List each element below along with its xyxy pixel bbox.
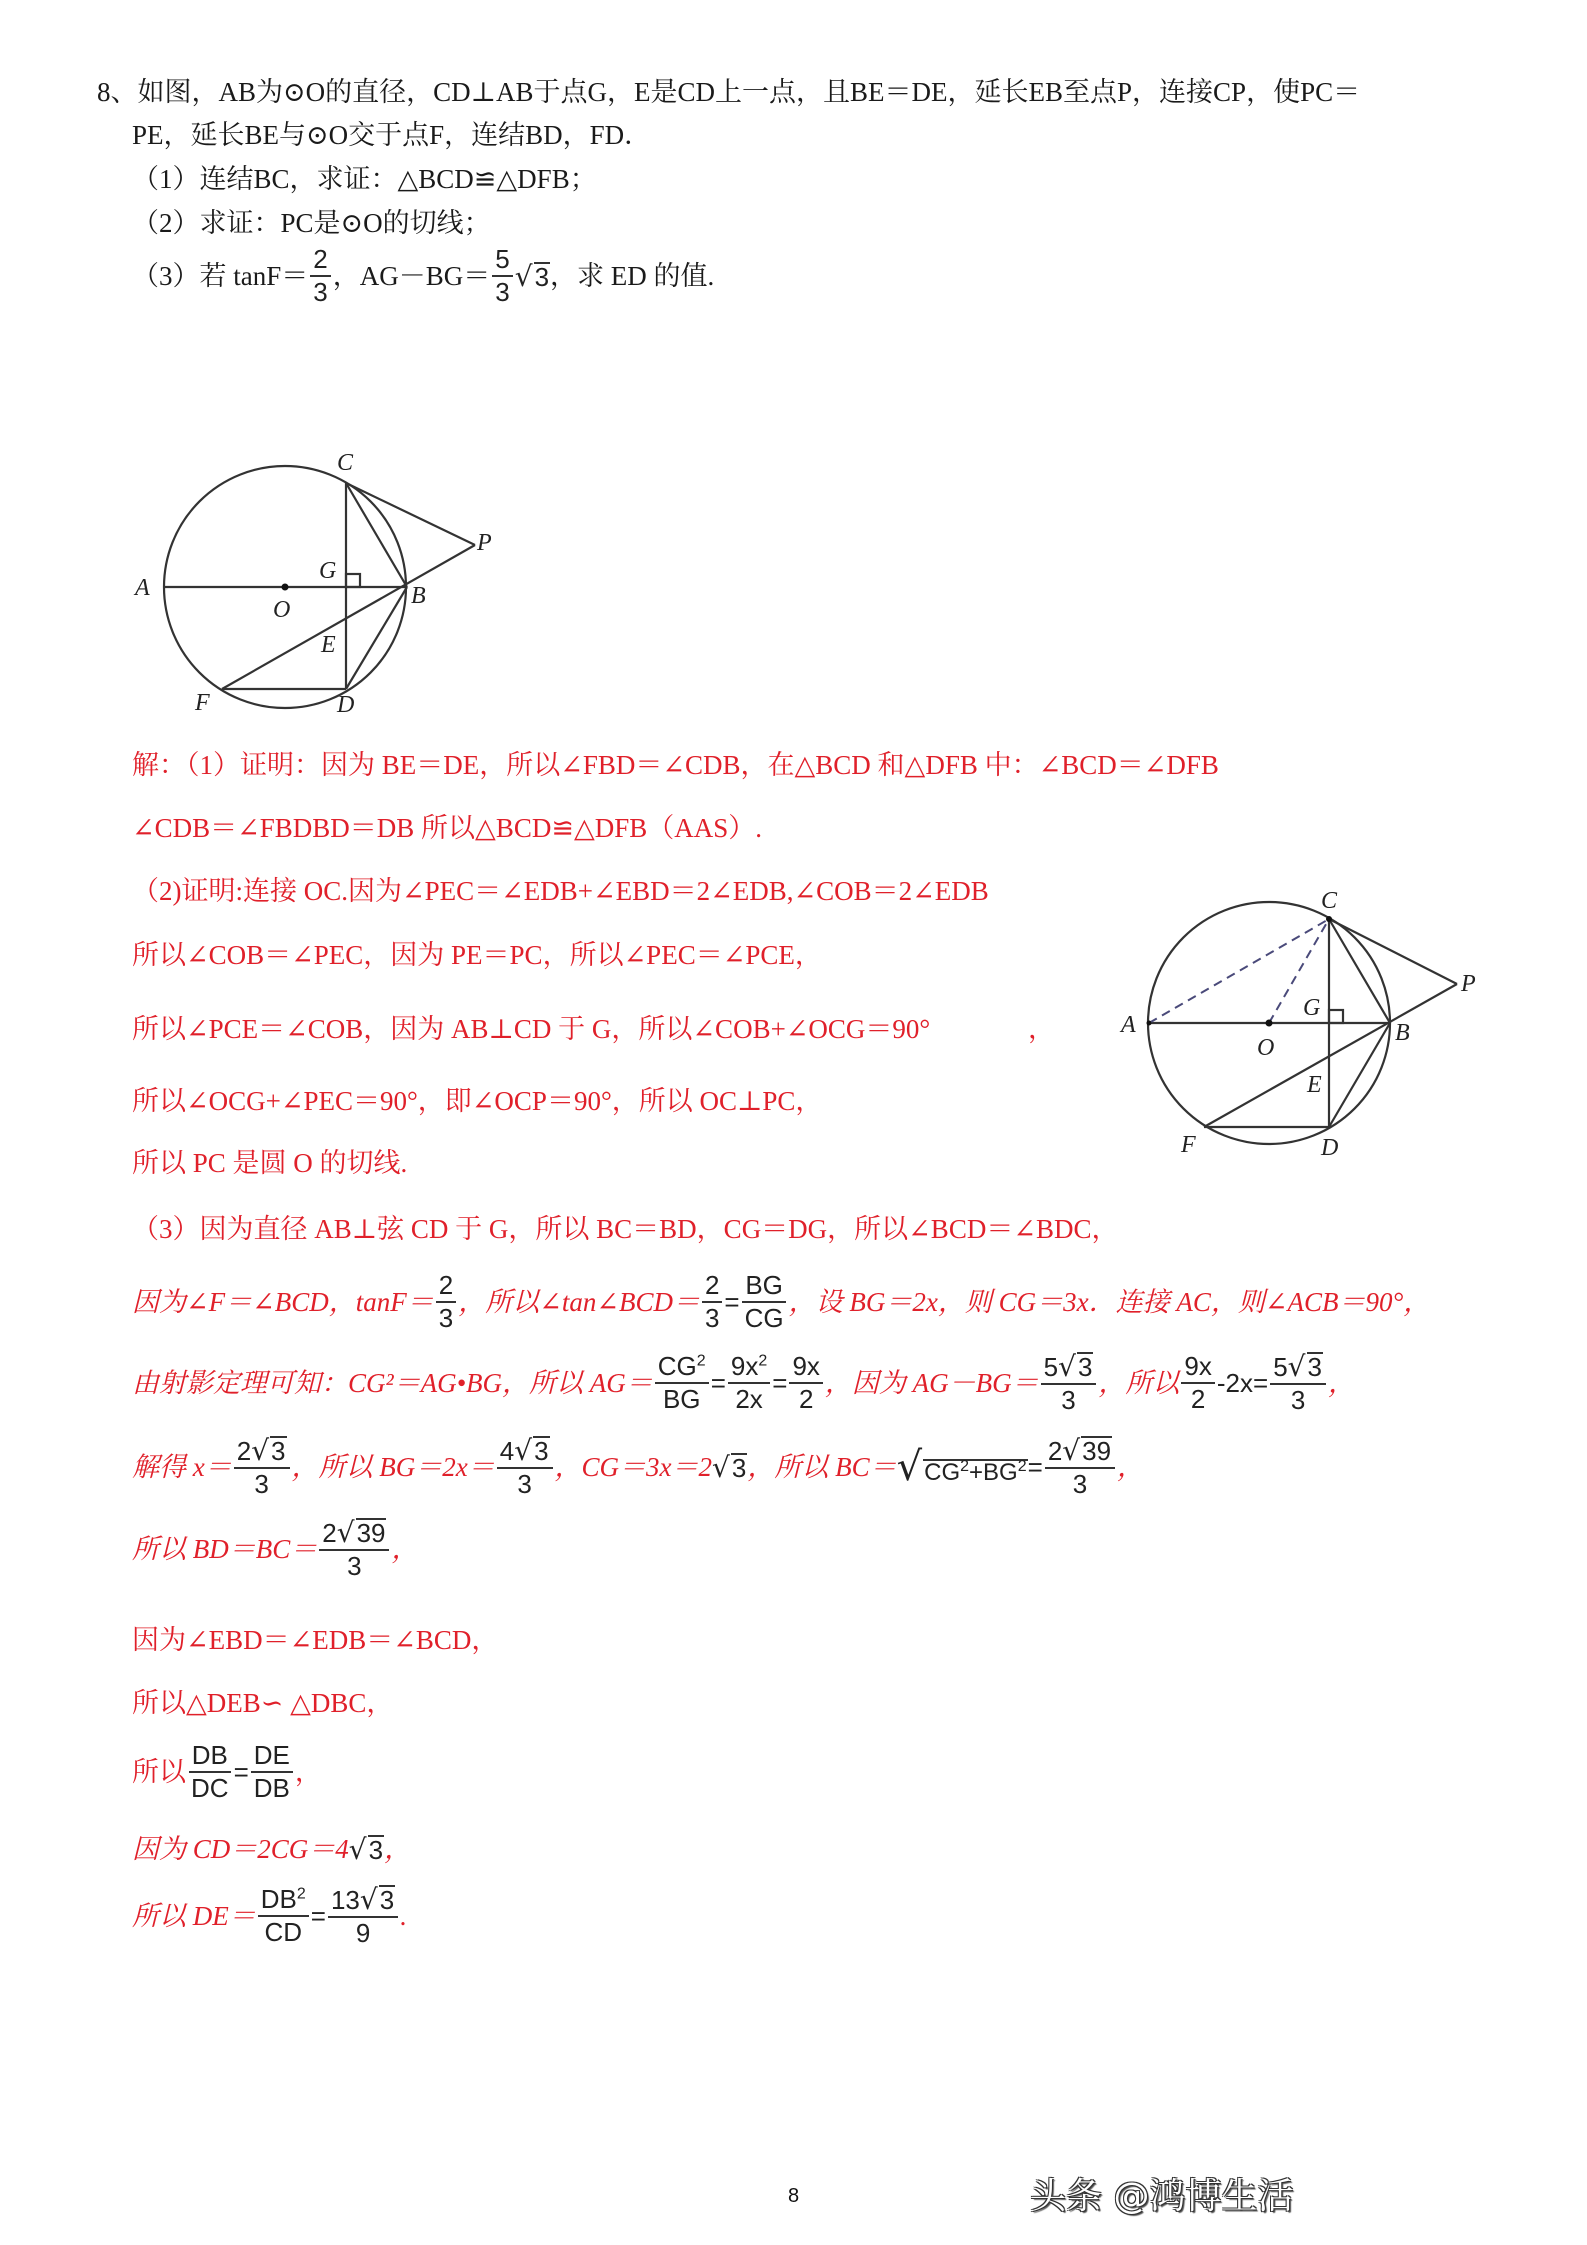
radical-icon: √ xyxy=(359,1883,378,1916)
fraction-de-db: $\frac{DE}{DB}$ xyxy=(251,1742,293,1803)
solution-p3-line-7: 所以△DEB∽ △DBC， xyxy=(132,1688,394,1718)
solution-p2-line-1: （2)证明:连接 OC.因为∠PEC＝∠EDB+∠EBD＝2∠EDB,∠COB＝2∠EDB xyxy=(132,876,989,906)
solution-p2-line-2: 所以∠COB＝∠PEC，因为 PE＝PC，所以∠PEC＝∠PCE， xyxy=(132,940,822,970)
fraction-9x-2-b: $\frac{9x}{2}$ xyxy=(1181,1353,1214,1414)
label-b: B xyxy=(1395,1020,1410,1046)
radical-icon: √ xyxy=(514,1434,533,1467)
label-p: P xyxy=(1461,971,1476,997)
label-d: D xyxy=(337,692,355,718)
radical-icon: √ xyxy=(1287,1350,1306,1383)
fraction-5root3-3: $\frac{5√3}{3}$ xyxy=(1041,1352,1097,1415)
part3-sqrt: √3 xyxy=(514,259,550,293)
fraction-13root3-9: $\frac{13√3}{9}$ xyxy=(328,1885,398,1948)
solution-p3-line-8: 所以 $\frac{DB}{DC}$ = $\frac{DE}{DB}$ ， xyxy=(132,1740,322,1804)
label-e: E xyxy=(321,632,336,658)
center-dot xyxy=(282,584,289,591)
solution-p1-line-1: 解：（1）证明：因为 BE＝DE，所以∠FBD＝∠CDB，在△BCD 和△DFB 中：∠BCD＝∠DFB xyxy=(132,750,1219,780)
radical-icon: √ xyxy=(251,1434,270,1467)
right-angle-mark xyxy=(346,574,360,587)
solution-p3-line-6: 因为∠EBD＝∠EDB＝∠BCD， xyxy=(132,1625,499,1655)
solution-p2-line-5: 所以 PC 是圆 O 的切线. xyxy=(132,1148,408,1178)
point-c-dot xyxy=(1326,916,1332,922)
solution-p3-line-10: 所以 DE＝ $\frac{DB^2}{CD}$ = $\frac{13√3}{9}$ . xyxy=(132,1883,407,1949)
radical-icon: √ xyxy=(896,1444,923,1491)
fraction-2root39-3-b: $\frac{2√39}{3}$ xyxy=(319,1518,389,1581)
dashed-segment-ac xyxy=(1149,919,1329,1023)
label-p: P xyxy=(477,530,492,556)
label-b: B xyxy=(411,583,426,609)
solution-p3-line-9: 因为 CD＝2CG＝4 √3 ， xyxy=(132,1833,412,1866)
label-g: G xyxy=(319,558,337,584)
solution-p3-line-5: 所以 BD＝BC＝ $\frac{2√39}{3}$ ， xyxy=(132,1516,419,1582)
radical-icon: √ xyxy=(712,1450,730,1484)
part3-suffix: ，求 ED 的值. xyxy=(550,260,715,291)
geometry-figure-2 xyxy=(1105,880,1505,1170)
radical-icon: √ xyxy=(336,1516,355,1549)
root-cg2-bg2: $√CG^2+BG^2$ xyxy=(896,1444,1027,1491)
question-stem-line-2: PE，延长BE与⊙O交于点F，连结BD，FD． xyxy=(132,120,652,150)
label-f: F xyxy=(1181,1132,1196,1158)
fraction-4root3-3: $\frac{4√3}{3}$ xyxy=(497,1436,553,1499)
label-f: F xyxy=(195,690,210,716)
label-c: C xyxy=(337,450,354,476)
fraction-9x2-2x: $\frac{9x^2}{2x}$ xyxy=(728,1353,770,1414)
fraction-2-3: $\frac{2}{3}$ xyxy=(436,1272,456,1333)
solution-p3-line-4: 解得 x＝ $\frac{2√3}{3}$ ，所以 BG＝2x＝ $\frac{4√3}{3}$ ，CG＝3x＝2 √3 ，所以 BC＝ $√CG^2+BG^2$ = $\frac{2√39}{3}$ ， xyxy=(132,1434,1145,1500)
radical-icon: √ xyxy=(514,259,533,293)
fraction-db-dc: $\frac{DB}{DC}$ xyxy=(188,1742,232,1803)
question-part-1: （1）连结BC，求证：△BCD≌△DFB； xyxy=(132,164,597,194)
line-fp xyxy=(222,545,475,689)
part3-prefix: （3）若 tanF＝ xyxy=(132,260,309,291)
center-dot xyxy=(1266,1020,1273,1027)
point-a-dot xyxy=(1147,1021,1152,1026)
fraction-db2-cd: $\frac{DB^2}{CD}$ xyxy=(258,1886,309,1947)
solution-p2-line-4: 所以∠OCG+∠PEC＝90°，即∠OCP＝90°，所以 OC⊥PC， xyxy=(132,1086,823,1116)
question-number: 8、 xyxy=(97,77,138,107)
fraction-2-3-b: $\frac{2}{3}$ xyxy=(702,1272,722,1333)
label-c: C xyxy=(1321,888,1338,914)
part3-fraction-tan: $\frac{2}{3}$ xyxy=(310,246,330,307)
label-a: A xyxy=(1121,1012,1136,1038)
solution-p3-line-1: （3）因为直径 AB⊥弦 CD 于 G，所以 BC＝BD，CG＝DG，所以∠BCD＝∠BDC， xyxy=(132,1214,1119,1244)
watermark: 头条 @鸿博生活 xyxy=(1030,2176,1294,2217)
solution-p3-line-2: 因为∠F＝∠BCD，tanF＝ $\frac{2}{3}$ ，所以∠tan∠BCD＝ $\frac{2}{3}$ = $\frac{BG}{CG}$ ，设 BG＝2x，则 CG＝3x．连接 AC，则∠ACB＝90°， xyxy=(132,1270,1431,1334)
part3-fraction-diff: $\frac{5}{3}$ xyxy=(492,246,512,307)
label-g: G xyxy=(1303,995,1321,1021)
radical-icon: √ xyxy=(1058,1350,1076,1383)
fraction-cg2-bg: $\frac{CG^2}{BG}$ xyxy=(655,1353,709,1414)
solution-p1-line-2: ∠CDB＝∠FBDBD＝DB 所以△BCD≌△DFB（AAS）. xyxy=(132,813,763,843)
label-o: O xyxy=(273,597,291,623)
geometry-figure-1 xyxy=(125,445,515,720)
solution-p2-line-3: 所以∠PCE＝∠COB，因为 AB⊥CD 于 G，所以∠COB+∠OCG＝90° xyxy=(132,1014,931,1044)
solution-p3-line-3: 由射影定理可知：CG²＝AG•BG，所以 AG＝ $\frac{CG^2}{BG}$ = $\frac{9x^2}{2x}$ = $\frac{9x}{2}$ ，因为 AG－BG＝ $\frac{5√3}{3}$ ，所以 $\frac{9x}{2}$ -2x= $\frac{5√3}{3}$ ， xyxy=(132,1350,1355,1416)
fraction-5root3-3-b: $\frac{5√3}{3}$ xyxy=(1270,1352,1326,1415)
line-fp xyxy=(1204,984,1457,1127)
label-a: A xyxy=(135,575,150,601)
question-part-2: （2）求证：PC是⊙O的切线； xyxy=(132,208,491,238)
right-angle-mark xyxy=(1329,1010,1343,1023)
part3-mid: ，AG－BG＝ xyxy=(332,260,491,291)
page-number: 8 xyxy=(788,2185,800,2207)
fraction-2root3-3: $\frac{2√3}{3}$ xyxy=(234,1436,290,1499)
question-stem-text-1: 如图，AB为⊙O的直径，CD⊥AB于点G，E是CD上一点，且BE＝DE，延长EB至点P，连接CP，使PC＝ xyxy=(137,77,1361,107)
label-d: D xyxy=(1321,1135,1339,1161)
label-e: E xyxy=(1307,1072,1322,1098)
fraction-9x-2: $\frac{9x}{2}$ xyxy=(789,1353,822,1414)
fraction-bg-cg: $\frac{BG}{CG}$ xyxy=(742,1272,787,1333)
question-stem-line-1 xyxy=(97,79,1360,106)
radical-icon: √ xyxy=(348,1833,367,1866)
radical-icon: √ xyxy=(1062,1434,1081,1467)
question-part-3 xyxy=(132,246,714,307)
label-o: O xyxy=(1257,1035,1275,1061)
solution-p2-line-3-tail: ， xyxy=(1028,1014,1055,1044)
fraction-2root39-3: $\frac{2√39}{3}$ xyxy=(1045,1436,1115,1499)
